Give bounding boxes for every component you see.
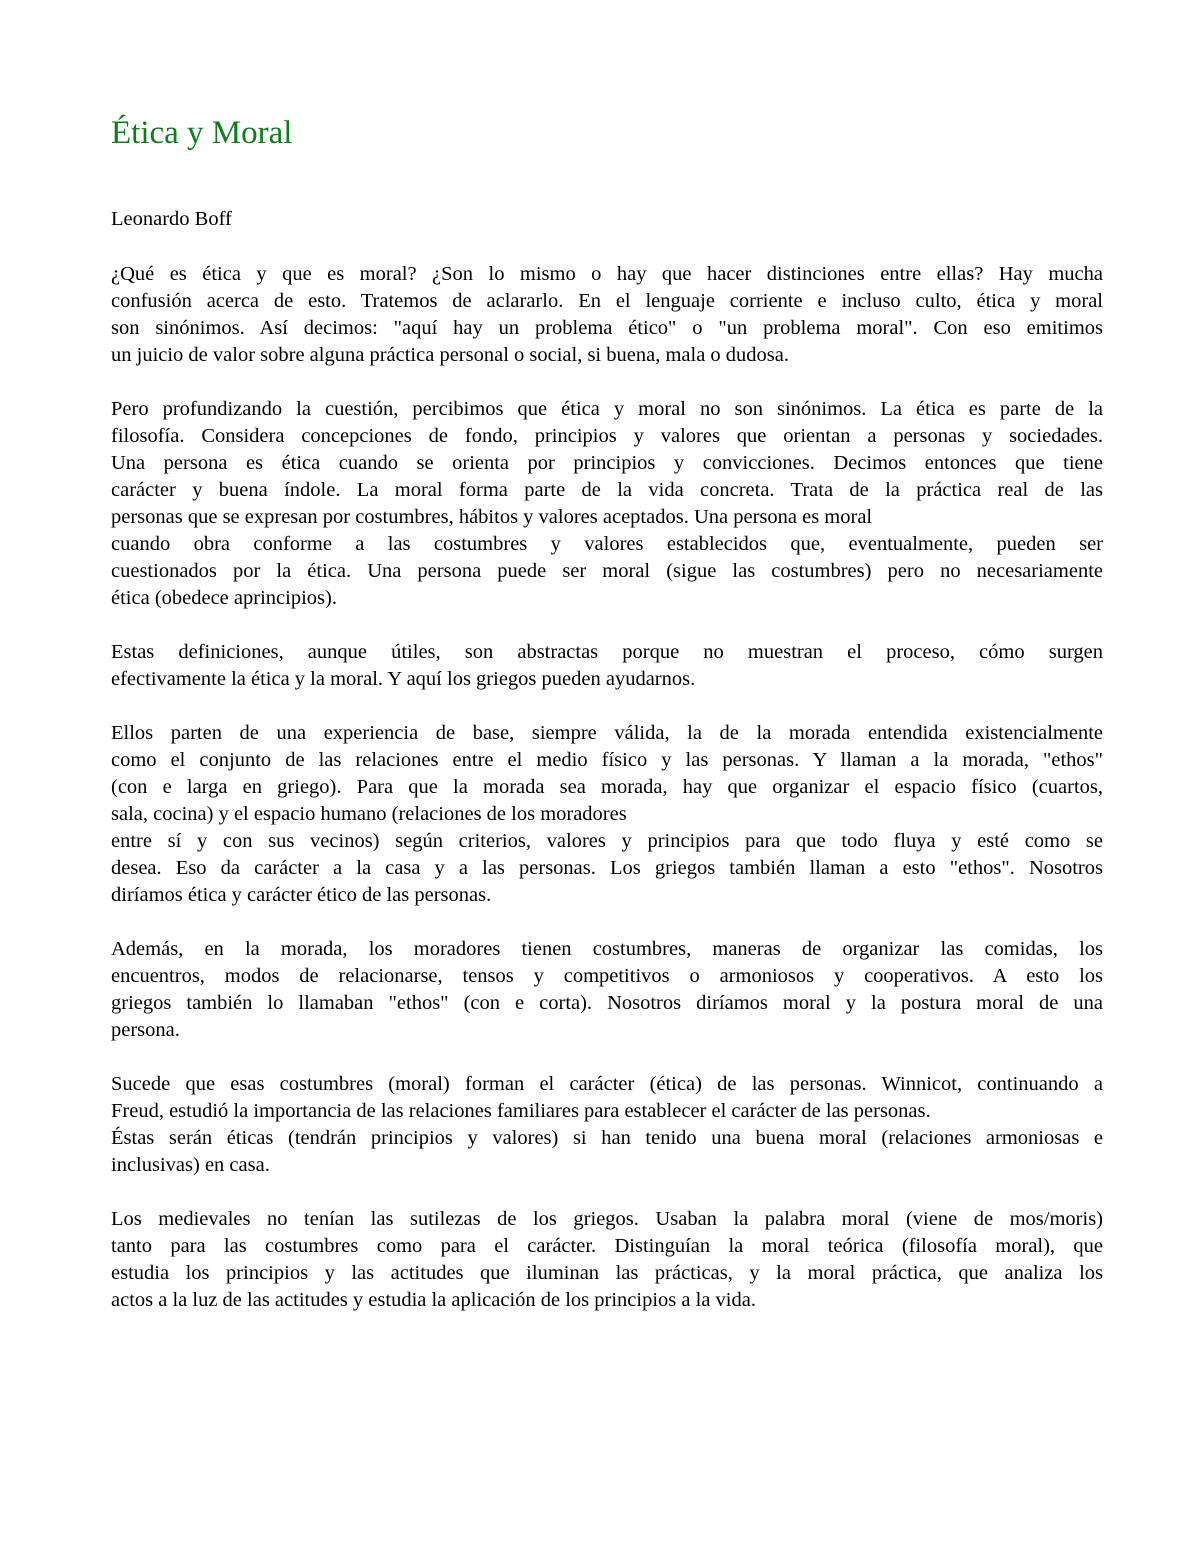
text-line: cuestionados por la ética. Una persona puede ser moral (sigue las costumbres) pero no necesariamente [111,560,1103,582]
text-line: ¿Qué es ética y que es moral? ¿Son lo mismo o hay que hacer distinciones entre ellas? Hay mucha [111,263,1103,285]
text-line: sala, cocina) y el espacio humano (relaciones de los moradores [111,803,627,825]
text-line: entre sí y con sus vecinos) según criterios, valores y principios para que todo fluya y esté como se [111,830,1103,852]
text-line: (con e larga en griego). Para que la morada sea morada, hay que organizar el espacio físico (cuartos, [111,776,1103,798]
text-line: un juicio de valor sobre alguna práctica personal o social, si buena, mala o dudosa. [111,344,789,366]
text-line: Ellos parten de una experiencia de base, siempre válida, la de la morada entendida existencialmente [111,722,1103,744]
paragraph-4 [111,720,1103,909]
text-line: desea. Eso da carácter a la casa y a las personas. Los griegos también llaman a esto "ethos". Nosotros [111,857,1103,879]
text-line: como el conjunto de las relaciones entre el medio físico y las personas. Y llaman a la morada, "ethos" [111,749,1103,771]
text-line: confusión acerca de esto. Tratemos de aclararlo. En el lenguaje corriente e incluso culto, ética y moral [111,290,1103,312]
text-line: ética (obedece aprincipios). [111,587,337,609]
text-line: Estas definiciones, aunque útiles, son abstractas porque no muestran el proceso, cómo surgen [111,641,1103,663]
text-line: filosofía. Considera concepciones de fondo, principios y valores que orientan a personas y sociedades. [111,425,1103,447]
text-line: personas que se expresan por costumbres, hábitos y valores aceptados. Una persona es moral [111,506,873,528]
text-line: Éstas serán éticas (tendrán principios y valores) si han tenido una buena moral (relaciones armoniosas e [111,1127,1103,1149]
paragraph-7 [111,1206,1103,1314]
paragraph-3 [111,639,1103,693]
text-line: persona. [111,1019,180,1041]
text-line: cuando obra conforme a las costumbres y valores establecidos que, eventualmente, pueden ser [111,533,1103,555]
text-line: Pero profundizando la cuestión, percibimos que ética y moral no son sinónimos. La ética es parte de la [111,398,1103,420]
text-line: efectivamente la ética y la moral. Y aquí los griegos pueden ayudarnos. [111,668,696,690]
paragraph-1 [111,261,1103,369]
document-title: Ética y Moral [111,115,293,151]
text-line: Además, en la morada, los moradores tienen costumbres, maneras de organizar las comidas, los [111,938,1103,960]
text-line: encuentros, modos de relacionarse, tensos y competitivos o armoniosos y cooperativos. A esto los [111,965,1103,987]
text-line: tanto para las costumbres como para el carácter. Distinguían la moral teórica (filosofía moral), que [111,1235,1103,1257]
text-line: Los medievales no tenían las sutilezas de los griegos. Usaban la palabra moral (viene de mos/moris) [111,1208,1103,1230]
text-line: Freud, estudió la importancia de las relaciones familiares para establecer el carácter de las personas. [111,1100,931,1122]
text-line: inclusivas) en casa. [111,1154,270,1176]
text-line: actos a la luz de las actitudes y estudia la aplicación de los principios a la vida. [111,1289,756,1311]
author-name: Leonardo Boff [111,208,232,230]
text-line: diríamos ética y carácter ético de las personas. [111,884,492,906]
text-line: carácter y buena índole. La moral forma parte de la vida concreta. Trata de la práctica real de las [111,479,1103,501]
document-body [111,261,1103,1341]
text-line: son sinónimos. Así decimos: "aquí hay un problema ético" o "un problema moral". Con eso emitimos [111,317,1103,339]
text-line: Sucede que esas costumbres (moral) forman el carácter (ética) de las personas. Winnicot, continuando a [111,1073,1103,1095]
text-line: estudia los principios y las actitudes que iluminan las prácticas, y la moral práctica, que analiza los [111,1262,1103,1284]
paragraph-2 [111,396,1103,612]
paragraph-5 [111,936,1103,1044]
text-line: Una persona es ética cuando se orienta por principios y convicciones. Decimos entonces que tiene [111,452,1103,474]
text-line: griegos también lo llamaban "ethos" (con e corta). Nosotros diríamos moral y la postura moral de una [111,992,1103,1014]
paragraph-6 [111,1071,1103,1179]
